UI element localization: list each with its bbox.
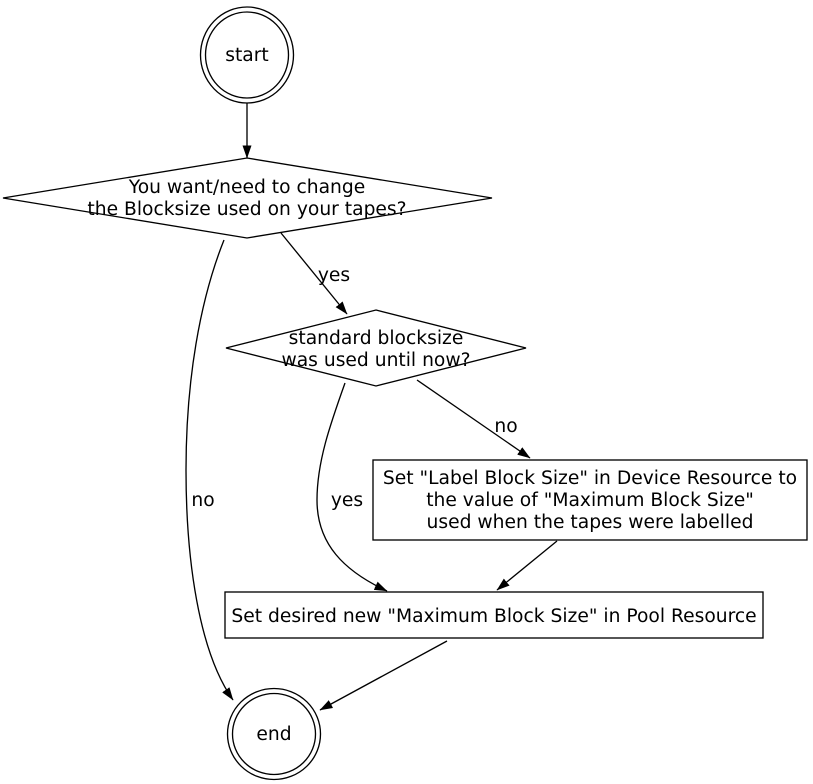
edge-label-change-yes: yes xyxy=(317,265,351,286)
start-node-label: start xyxy=(225,45,269,66)
edge-label-standard-no: no xyxy=(494,416,518,437)
decision-change-blocksize-line2: the Blocksize used on your tapes? xyxy=(87,199,407,220)
edge-label-standard-yes: yes xyxy=(330,490,364,511)
process-pool-resource-label: Set desired new "Maximum Block Size" in Pool Resource xyxy=(231,606,757,627)
end-node-label: end xyxy=(256,724,292,745)
process-device-resource-line2: the value of "Maximum Block Size" xyxy=(426,490,754,511)
process-device-resource-line1: Set "Label Block Size" in Device Resource to xyxy=(382,468,798,489)
process-device-resource-line3: used when the tapes were labelled xyxy=(426,512,754,533)
decision-standard-blocksize-line2: was used until now? xyxy=(281,350,471,371)
decision-standard-blocksize-line1: standard blocksize xyxy=(288,328,464,349)
edge-label-change-no: no xyxy=(191,490,215,511)
decision-change-blocksize-line1: You want/need to change xyxy=(128,177,366,198)
